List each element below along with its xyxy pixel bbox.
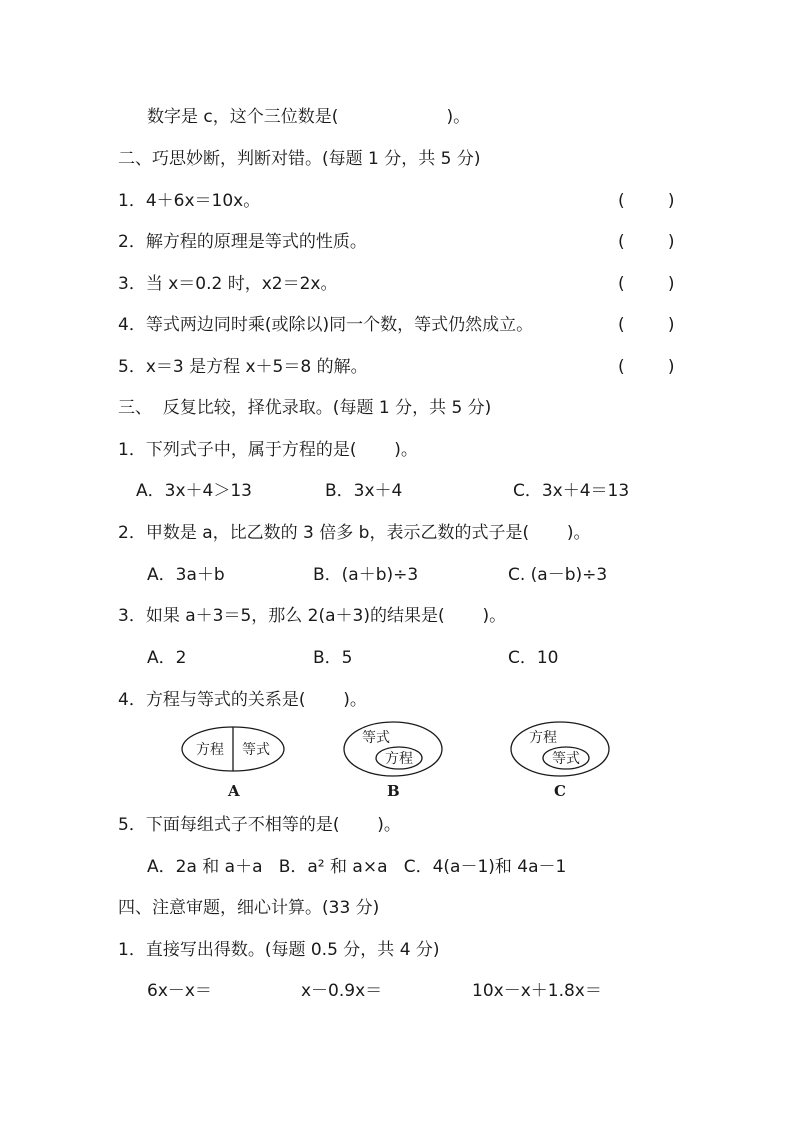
choice-2-option-c[interactable]: C. (a－b)÷3: [508, 565, 608, 585]
diagram-c-letter: C: [554, 782, 566, 800]
calc-item-b: x－0.9x＝: [301, 981, 383, 1001]
choice-5-options[interactable]: A．2a 和 a＋a B．a² 和 a×a C．4(a－1)和 4a－1: [147, 857, 567, 877]
diagram-b-inner-label: 方程: [385, 751, 413, 767]
diagram-a-left-label: 方程: [196, 742, 224, 758]
judge-item-1: 1．4＋6x＝10x。: [118, 191, 261, 211]
diagram-a-right-label: 等式: [242, 742, 270, 758]
judge-item-5: 5．x＝3 是方程 x＋5＝8 的解。: [118, 357, 368, 377]
section-4-heading: 四、注意审题，细心计算。(33 分): [118, 898, 380, 918]
calc-item-c: 10x－x＋1.8x＝: [472, 981, 602, 1001]
calc-item-a: 6x－x＝: [147, 981, 212, 1001]
answer-blank-4[interactable]: ( ): [618, 315, 675, 335]
diagram-b-letter: B: [387, 782, 400, 800]
diagram-c-inner-label: 等式: [552, 751, 580, 767]
choice-2-option-a[interactable]: A．3a＋b: [147, 565, 225, 585]
diagram-b-outer-label: 等式: [362, 730, 390, 746]
diagram-b-outer-ellipse: [344, 722, 442, 776]
diagram-a-letter: A: [228, 782, 240, 800]
choice-question-1: 1．下列式子中，属于方程的是( )。: [118, 440, 418, 460]
answer-blank-1[interactable]: ( ): [618, 191, 675, 211]
answer-blank-3[interactable]: ( ): [618, 274, 675, 294]
answer-blank-5[interactable]: ( ): [618, 357, 675, 377]
judge-item-2: 2．解方程的原理是等式的性质。: [118, 232, 367, 252]
diagram-b[interactable]: [344, 722, 442, 776]
choice-1-option-c[interactable]: C．3x＋4＝13: [513, 481, 630, 501]
choice-1-option-b[interactable]: B．3x＋4: [325, 481, 403, 501]
judge-item-3: 3．当 x＝0.2 时，x2＝2x。: [118, 274, 338, 294]
choice-question-2: 2．甲数是 a，比乙数的 3 倍多 b，表示乙数的式子是( )。: [118, 523, 591, 543]
diagram-c[interactable]: [511, 722, 609, 776]
judge-item-4: 4．等式两边同时乘(或除以)同一个数，等式仍然成立。: [118, 315, 534, 335]
calc-question-1: 1．直接写出得数。(每题 0.5 分，共 4 分): [118, 940, 440, 960]
choice-question-3: 3．如果 a＋3＝5，那么 2(a＋3)的结果是( )。: [118, 606, 507, 626]
diagram-c-outer-ellipse: [511, 722, 609, 776]
answer-blank-2[interactable]: ( ): [618, 232, 675, 252]
section-3-heading: 三、 反复比较，择优录取。(每题 1 分，共 5 分): [118, 398, 492, 418]
section-2-heading: 二、巧思妙断，判断对错。(每题 1 分，共 5 分): [118, 149, 481, 169]
choice-1-option-a[interactable]: A．3x＋4＞13: [136, 481, 252, 501]
choice-2-option-b[interactable]: B．(a＋b)÷3: [313, 565, 419, 585]
choice-3-option-a[interactable]: A．2: [147, 648, 187, 668]
choice-question-5: 5．下面每组式子不相等的是( )。: [118, 815, 401, 835]
diagram-a[interactable]: [182, 727, 284, 771]
relation-diagrams: [170, 718, 650, 788]
diagram-c-outer-label: 方程: [529, 730, 557, 746]
choice-question-4: 4．方程与等式的关系是( )。: [118, 690, 367, 710]
choice-3-option-b[interactable]: B．5: [313, 648, 353, 668]
continuation-line: 数字是 c，这个三位数是( )。: [147, 107, 471, 127]
choice-3-option-c[interactable]: C．10: [508, 648, 559, 668]
